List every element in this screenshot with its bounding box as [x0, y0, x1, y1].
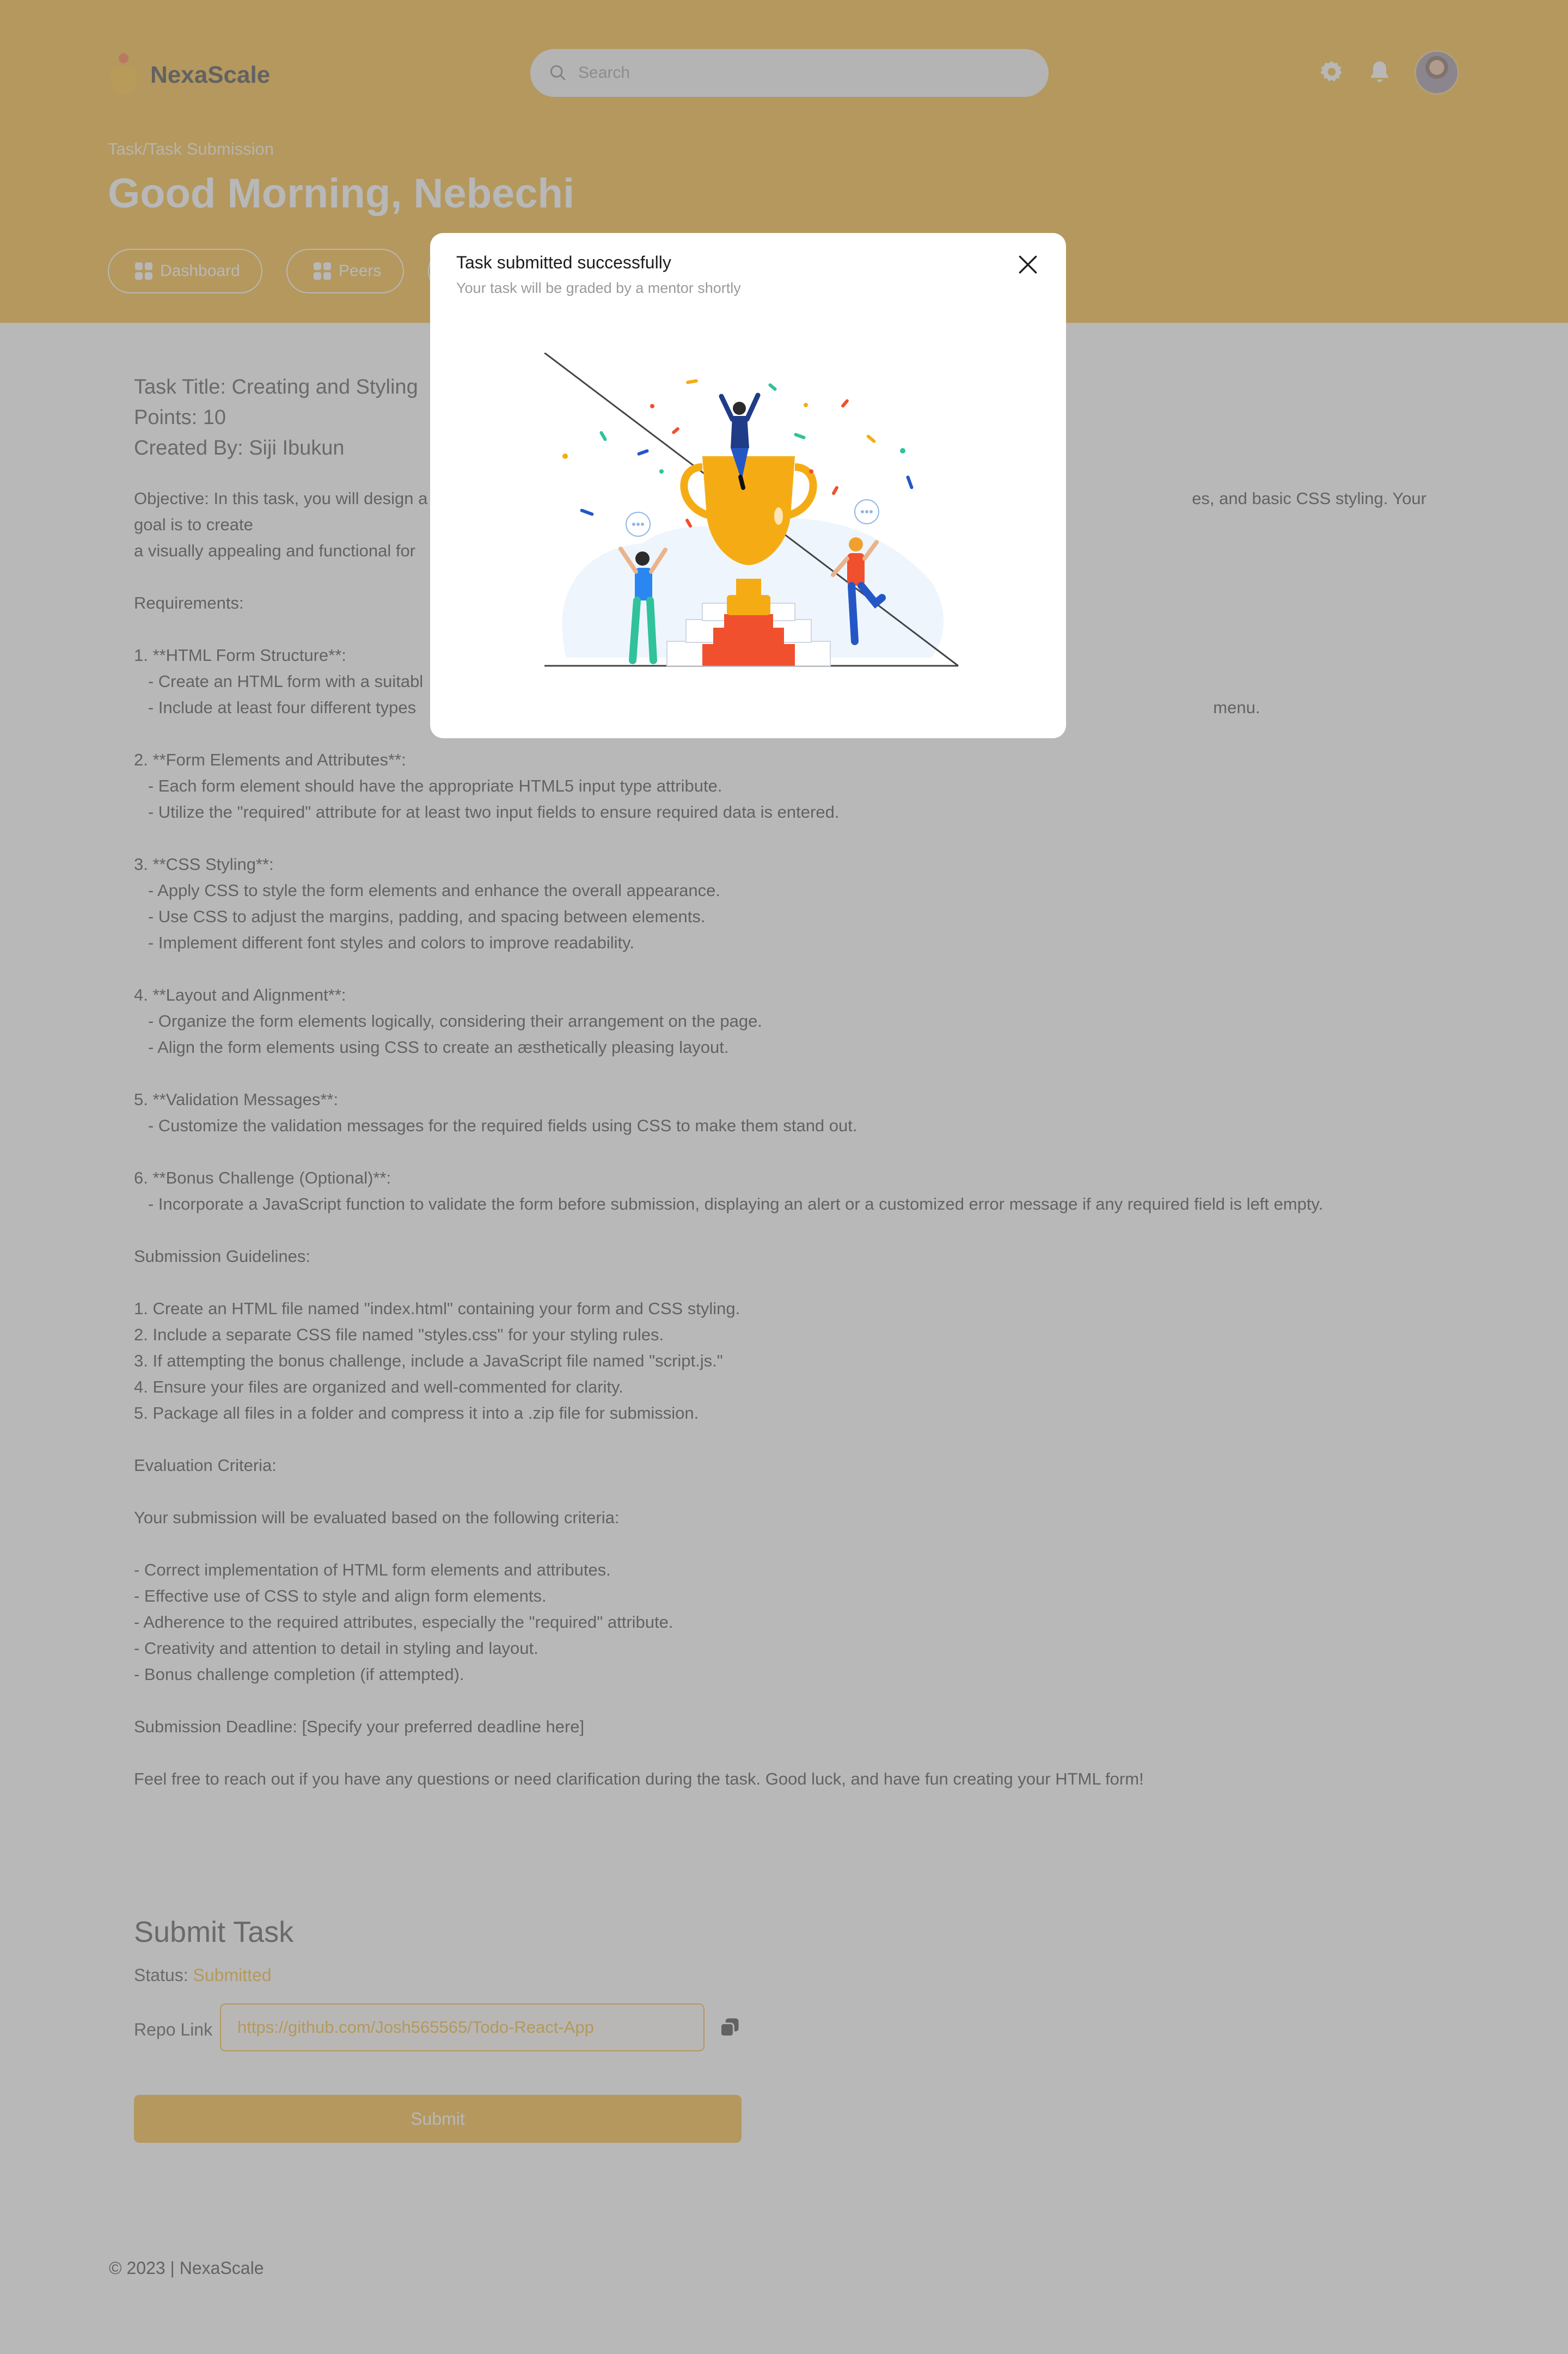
- modal-subtitle: Your task will be graded by a mentor shortly: [456, 280, 741, 296]
- close-icon[interactable]: [1016, 253, 1040, 277]
- success-modal: [430, 233, 1066, 738]
- trophy-celebration-illustration: [539, 353, 964, 690]
- modal-title: Task submitted successfully: [456, 253, 671, 272]
